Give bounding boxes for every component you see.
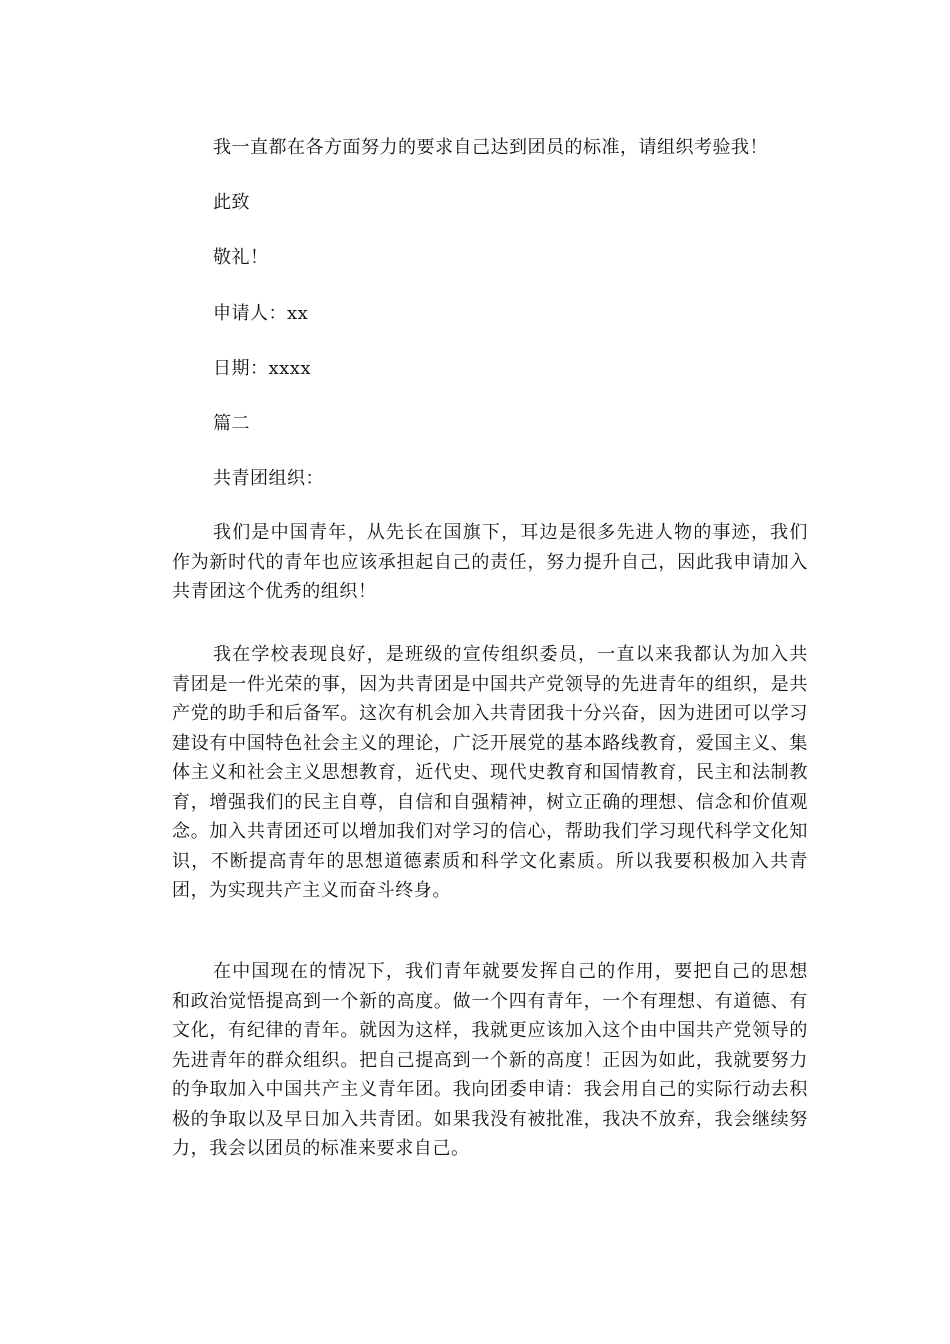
paragraph-1: 我们是中国青年，从先长在国旗下，耳边是很多先进人物的事迹，我们作为新时代的青年也应该承担起自己的责任，努力提升自己，因此我申请加入共青团这个优秀的组织！ bbox=[172, 522, 808, 602]
salute-text: 敬礼！ bbox=[213, 247, 269, 268]
closing-text: 此致 bbox=[213, 192, 250, 213]
applicant-line: 申请人：xx bbox=[213, 303, 309, 324]
opening-line: 我一直都在各方面努力的要求自己达到团员的标准，请组织考验我！ bbox=[213, 137, 768, 158]
section-title: 篇二 bbox=[213, 413, 250, 434]
recipient-line: 共青团组织： bbox=[213, 468, 324, 489]
paragraph-2: 我在学校表现良好，是班级的宣传组织委员，一直以来我都认为加入共青团是一件光荣的事，因为共青团是中国共产党领导的先进青年的组织，是共产党的助手和后备军。这次有机会加入共青团我十分兴奋，因为进团可以学习建设有中国特色社会主义的理论，广泛开展党的基本路线教育，爱国主义、集体主义和社会主义思想教育，近代史、现代史教育和国情教育，民主和法制教育，增强我们的民主自尊，自信和自强精神，树立正确的理想、信念和价值观念。加入共青团还可以增加我们对学习的信心，帮助我们学习现代科学文化知识，不断提高青年的思想道德素质和科学文化素质。所以我要积极加入共青团，为实现共产主义而奋斗终身。 bbox=[172, 644, 808, 901]
date-line: 日期：xxxx bbox=[213, 358, 312, 379]
paragraph-3: 在中国现在的情况下，我们青年就要发挥自己的作用，要把自己的思想和政治觉悟提高到一个新的高度。做一个四有青年，一个有理想、有道德、有文化，有纪律的青年。就因为这样，我就更应该加入这个由中国共产党领导的先进青年的群众组织。把自己提高到一个新的高度！正因为如此，我就要努力的争取加入中国共产主义青年团。我向团委申请：我会用自己的实际行动去积极的争取以及早日加入共青团。如果我没有被批准，我决不放弃，我会继续努力，我会以团员的标准来要求自己。 bbox=[172, 961, 808, 1159]
